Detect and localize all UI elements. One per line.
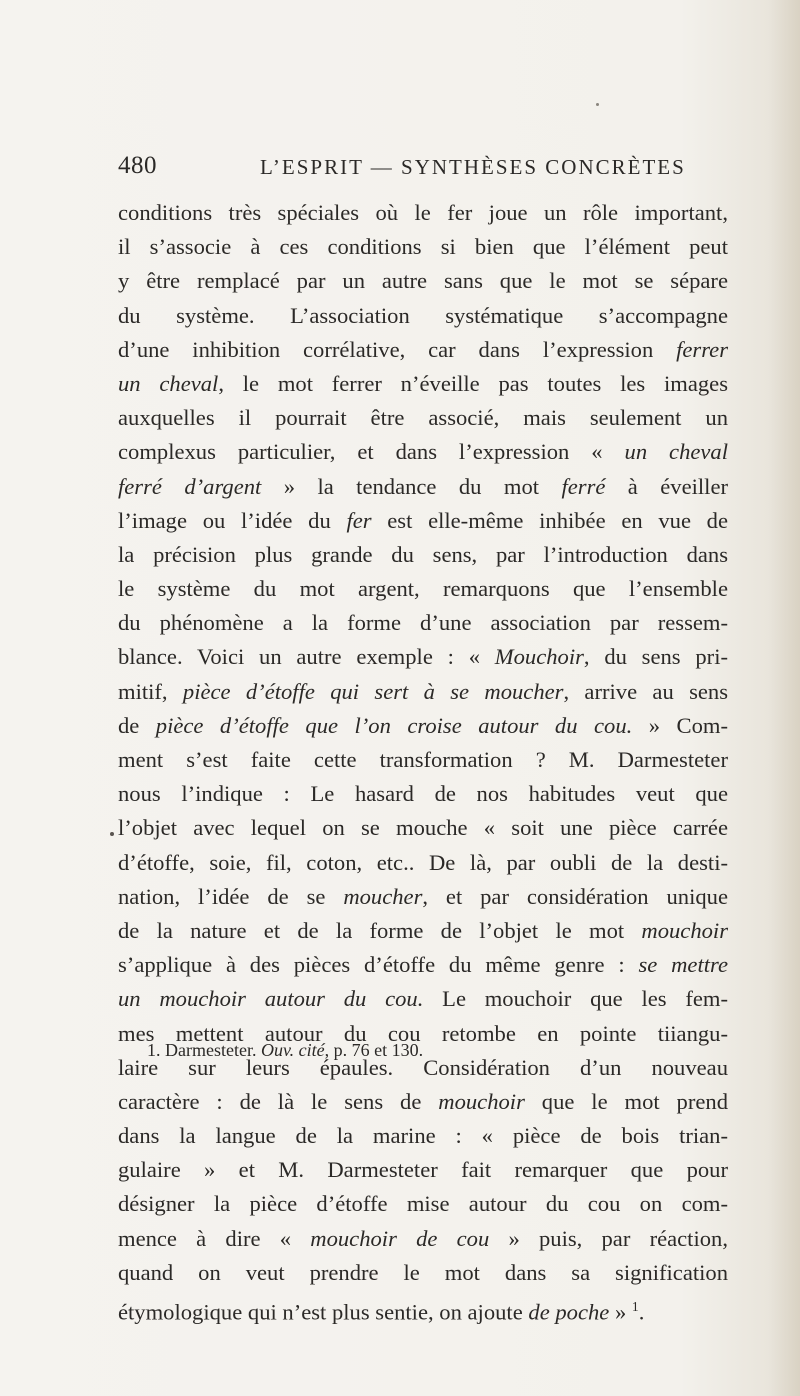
print-speck xyxy=(596,103,599,106)
text-line xyxy=(118,1256,728,1290)
text-run: étymologique qui n’est plus sentie, on ajoute xyxy=(118,1299,529,1325)
text-line xyxy=(118,333,728,367)
text-run: , arrive au sens xyxy=(563,678,728,704)
text-run: . xyxy=(638,1299,645,1325)
text-run: de xyxy=(118,712,156,738)
text-line xyxy=(118,1187,728,1221)
text-run: quand on veut prendre le mot dans sa signification xyxy=(118,1259,728,1285)
text-line xyxy=(118,1119,728,1153)
text-run: blance. Voici un autre exemple : « xyxy=(118,644,495,670)
text-run: l’objet avec lequel on se mouche « soit une pièce carrée xyxy=(118,815,728,841)
text-line xyxy=(118,846,728,880)
italic-text: mouchoir xyxy=(438,1088,525,1114)
italic-text: Mouchoir xyxy=(494,644,584,670)
text-run: le système du mot argent, remarquons que l’ensemble xyxy=(118,576,728,602)
text-line xyxy=(118,811,728,845)
text-line xyxy=(118,367,728,401)
text-run: gulaire » et M. Darmesteter fait remarquer que pour xyxy=(118,1157,728,1183)
text-line xyxy=(118,743,728,777)
italic-text: un mouchoir autour du cou. xyxy=(118,986,424,1012)
text-line xyxy=(118,230,728,264)
text-line xyxy=(118,675,728,709)
text-line xyxy=(118,948,728,982)
text-run: » puis, par réaction, xyxy=(489,1225,728,1251)
page-number: 480 xyxy=(118,152,157,179)
text-run: désigner la pièce d’étoffe mise autour du cou on com- xyxy=(118,1191,728,1217)
text-run: il s’associe à ces conditions si bien que l’élément peut xyxy=(118,234,728,260)
italic-text: moucher xyxy=(343,883,423,909)
text-run: y être remplacé par un autre sans que le mot se sépare xyxy=(118,268,728,294)
italic-text: mouchoir xyxy=(641,917,728,943)
text-run: , du sens pri- xyxy=(583,644,728,670)
text-line xyxy=(118,538,728,572)
text-run: laire sur leurs épaules. Considération d’un nouveau xyxy=(118,1054,728,1080)
text-run: que le mot prend xyxy=(524,1088,728,1114)
text-line xyxy=(118,606,728,640)
text-line xyxy=(118,709,728,743)
text-run: » Com- xyxy=(632,712,728,738)
text-run: à éveiller xyxy=(605,473,728,499)
text-line xyxy=(118,504,728,538)
italic-text: mouchoir de cou xyxy=(310,1225,490,1251)
text-line xyxy=(118,1085,728,1119)
text-line xyxy=(118,880,728,914)
text-line xyxy=(118,777,728,811)
text-run: complexus particulier, et dans l’expression « xyxy=(118,439,625,465)
text-run: mitif, xyxy=(118,678,183,704)
text-line xyxy=(118,914,728,948)
text-run: mence à dire « xyxy=(118,1225,311,1251)
italic-text: un cheval xyxy=(624,439,728,465)
text-run: nation, l’idée de se xyxy=(118,883,344,909)
text-run: caractère : de là le sens de xyxy=(118,1088,439,1114)
text-line xyxy=(118,196,728,230)
italic-text: pièce d’étoffe qui sert à se moucher xyxy=(182,678,564,704)
text-run: mes mettent autour du cou retombe en pointe tiiangu- xyxy=(118,1020,728,1046)
text-line xyxy=(118,470,728,504)
text-run: , le mot ferrer n’éveille pas toutes les images xyxy=(218,370,728,396)
body-paragraph xyxy=(118,196,728,1324)
text-run: conditions très spéciales où le fer joue un rôle important, xyxy=(118,200,728,225)
italic-text: un cheval xyxy=(118,370,219,396)
running-head: L’ESPRIT — SYNTHÈSES CONCRÈTES xyxy=(260,155,686,179)
italic-text: Ouv. cité xyxy=(260,1040,325,1060)
margin-mark xyxy=(110,832,114,836)
text-line xyxy=(118,572,728,606)
italic-text: se mettre xyxy=(638,952,728,978)
italic-text: pièce d’étoffe que l’on croise autour du cou. xyxy=(155,712,633,738)
text-run: , p. 76 et 130. xyxy=(324,1040,424,1060)
italic-text: fer xyxy=(346,507,372,533)
text-run: du système. L’association systématique s’accompagne xyxy=(118,302,728,328)
text-line xyxy=(118,1222,728,1256)
text-run: Le mouchoir que les fem- xyxy=(423,986,728,1012)
page-header xyxy=(118,152,738,186)
text-line xyxy=(118,299,728,333)
text-line xyxy=(118,401,728,435)
text-line xyxy=(118,435,728,469)
text-run: est elle-même inhibée en vue de xyxy=(371,507,729,533)
text-run: d’une inhibition corrélative, car dans l’expression xyxy=(118,336,677,362)
text-run: l’image ou l’idée du xyxy=(118,507,347,533)
text-run: nous l’indique : Le hasard de nos habitudes veut que xyxy=(118,781,728,807)
text-run: s’applique à des pièces d’étoffe du même genre : xyxy=(118,952,639,978)
text-run: » xyxy=(609,1299,632,1325)
text-line xyxy=(118,640,728,674)
italic-text: ferré xyxy=(561,473,606,499)
text-run: de la nature et de la forme de l’objet le mot xyxy=(118,917,642,943)
text-run: ment s’est faite cette transformation ? M. Darmesteter xyxy=(118,747,728,772)
text-run: , et par considération unique xyxy=(422,883,728,909)
text-run: 1. Darmesteter. xyxy=(147,1040,261,1060)
footnote xyxy=(147,1040,423,1061)
footnote-ref: 1 xyxy=(631,1299,639,1314)
text-run: dans la langue de la marine : « pièce de bois trian- xyxy=(118,1123,728,1149)
italic-text: de poche xyxy=(528,1299,610,1325)
text-line xyxy=(118,1290,728,1324)
text-line xyxy=(118,982,728,1016)
text-run: du phénomène a la forme d’une association par ressem- xyxy=(118,610,728,636)
text-run: » la tendance du mot xyxy=(261,473,562,499)
text-run: auxquelles il pourrait être associé, mais seulement un xyxy=(118,405,728,431)
text-line xyxy=(118,264,728,298)
text-run: d’étoffe, soie, fil, coton, etc.. De là, par oubli de la desti- xyxy=(118,849,728,875)
italic-text: ferrer xyxy=(676,336,728,362)
italic-text: ferré d’argent xyxy=(118,473,262,499)
text-run: la précision plus grande du sens, par l’introduction dans xyxy=(118,541,728,567)
text-line xyxy=(118,1153,728,1187)
